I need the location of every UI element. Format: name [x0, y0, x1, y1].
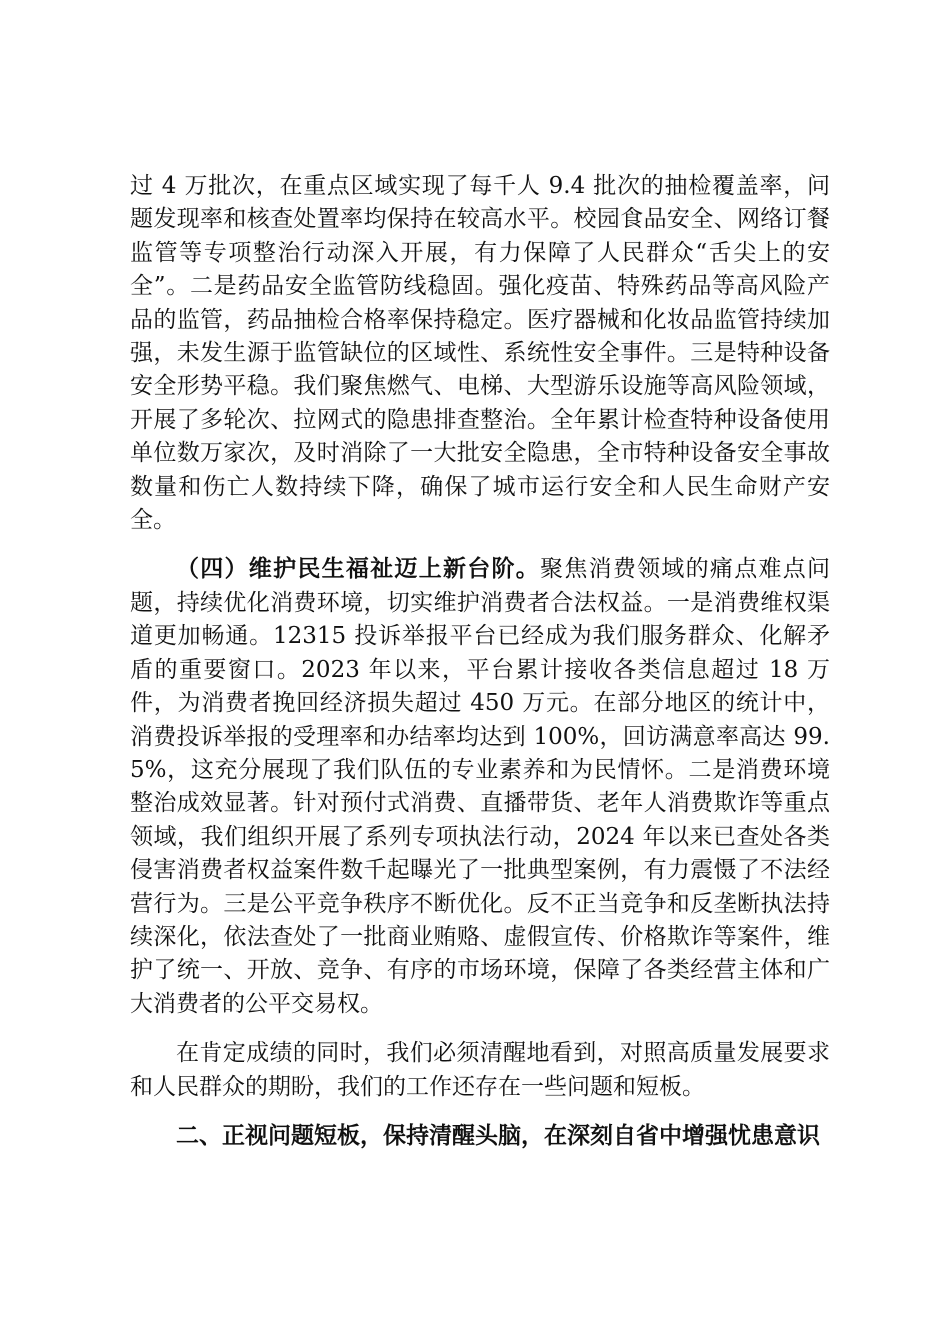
document-page [130, 170, 830, 1153]
paragraph-transition-problems: 在肯定成绩的同时，我们必须清醒地看到，对照高质量发展要求和人民群众的期盼，我们的工作还存在一些问题和短板。 [130, 1040, 830, 1100]
paragraph-livelihood-welfare [130, 553, 830, 1021]
section-2-heading: 二、正视问题短板，保持清醒头脑，在深刻自省中增强忧患意识 [176, 1122, 820, 1149]
section-4-body-text: 聚焦消费领域的痛点难点问题，持续优化消费环境，切实维护消费者合法权益。一是消费维权渠道更加畅通。12315 投诉举报平台已经成为我们服务群众、化解矛盾的重要窗口。2023 年以来，平台累计接收各类信息超过 18 万件，为消费者挽回经济损失超过 450 万元。在部分地区的统计中，消费投诉举报的受理率和办结率均达到 100%，回访满意率高达 99.5%，这充分展现了我们队伍的专业素养和为民情怀。二是消费环境整治成效显著。针对预付式消费、直播带货、老年人消费欺诈等重点领域，我们组织开展了系列专项执法行动，2024 年以来已查处各类侵害消费者权益案件数千起曝光了一批典型案例，有力震慑了不法经营行为。三是公平竞争秩序不断优化。反不正当竞争和反垄断执法持续深化，依法查处了一批商业贿赂、虚假宣传、价格欺诈等案件，维护了统一、开放、竞争、有序的市场环境，保障了各类经营主体和广大消费者的公平交易权。 [130, 556, 831, 1017]
paragraph-food-drug-equipment-safety: 过 4 万批次，在重点区域实现了每千人 9.4 批次的抽检覆盖率，问题发现率和核查处置率均保持在较高水平。校园食品安全、网络订餐监管等专项整治行动深入开展，有力保障了人民群众“舌尖上的安全”。二是药品安全监管防线稳固。强化疫苗、特殊药品等高风险产品的监管，药品抽检合格率保持稳定。医疗器械和化妆品监管持续加强，未发生源于监管缺位的区域性、系统性安全事件。三是特种设备安全形势平稳。我们聚焦燃气、电梯、大型游乐设施等高风险领域，开展了多轮次、拉网式的隐患排查整治。全年累计检查特种设备使用单位数万家次，及时消除了一大批安全隐患，全市特种设备安全事故数量和伤亡人数持续下降，确保了城市运行安全和人民生命财产安全。 [130, 173, 830, 534]
section-4-lead-heading: （四）维护民生福祉迈上新台阶。 [176, 556, 541, 583]
